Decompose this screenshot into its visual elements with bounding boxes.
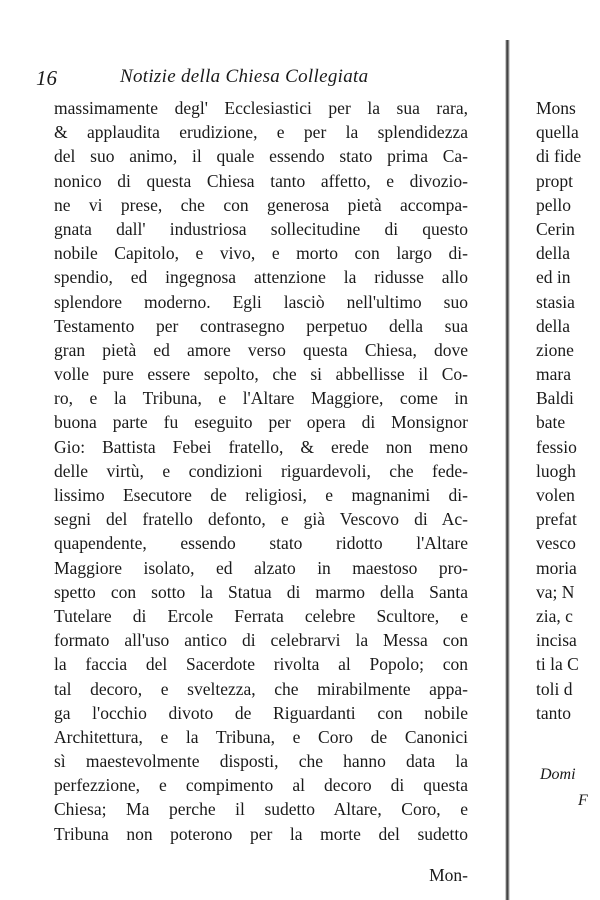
facing-page-line: zione	[536, 339, 574, 360]
facing-page-line: di fide	[536, 146, 582, 167]
text-line: gran pietà ed amore verso questa Chiesa, dove	[54, 339, 468, 360]
text-line: & applaudita erudizione, e per la splendidezza	[54, 122, 468, 143]
text-line: Tutelare di Ercole Ferrata celebre Scultore, e	[54, 605, 468, 626]
text-line: sì maestevolmente disposti, che hanno data la	[54, 751, 468, 772]
facing-page-line: volen	[536, 485, 575, 505]
facing-page-line: ti la C	[536, 654, 579, 675]
text-line: tal decoro, e sveltezza, che mirabilmente appa-	[54, 678, 468, 699]
text-line: ne vi prese, che con generosa pietà accompa-	[54, 194, 468, 215]
catchword: Mon-	[429, 865, 468, 885]
page-gutter	[505, 40, 510, 900]
text-line: spetto con sotto la Statua di marmo della Santa	[54, 581, 468, 602]
facing-page-line: toli d	[536, 678, 573, 699]
facing-page-text	[536, 96, 596, 725]
text-line: massimamente degl' Ecclesiastici per la sua rara,	[54, 98, 468, 118]
page-header	[36, 66, 496, 92]
facing-page-line: tanto	[536, 702, 571, 723]
facing-page-line: mara	[536, 364, 571, 385]
facing-page-line: propt	[536, 170, 573, 191]
facing-page-line: della	[536, 243, 571, 264]
facing-page-line: quella	[536, 122, 579, 143]
facing-page-line: della	[536, 315, 571, 336]
text-line: segni del fratello defonto, e già Vescovo di Ac-	[54, 509, 468, 530]
text-line: nobile Capitolo, e vivo, e morto con largo di-	[54, 243, 468, 264]
facing-page-line: va; N	[536, 581, 575, 602]
text-line: ga l'occhio divoto de Riguardanti con nobile	[54, 702, 468, 723]
text-line: quapendente, essendo stato ridotto l'Altare	[54, 533, 468, 554]
facing-page-signature-line: Domi	[540, 766, 576, 783]
text-line: del suo animo, il quale essendo stato prima Ca-	[54, 146, 468, 167]
facing-page-line: stasia	[536, 291, 575, 312]
text-line: Chiesa; Ma perche il sudetto Altare, Coro, e	[54, 799, 468, 820]
text-line: buona parte fu eseguito per opera di Monsignor	[54, 412, 468, 433]
facing-page-line: incisa	[536, 630, 577, 651]
text-line: Testamento per contrasegno perpetuo della sua	[54, 315, 468, 336]
page-number: 16	[36, 66, 57, 90]
text-line: la faccia del Sacerdote rivolta al Popolo; con	[54, 654, 468, 675]
text-line: Maggiore isolato, ed alzato in maestoso pro-	[54, 557, 468, 578]
text-line: splendore moderno. Egli lasciò nell'ultimo suo	[54, 291, 468, 312]
facing-page-line: prefat	[536, 509, 577, 530]
body-text	[54, 96, 468, 846]
facing-page-line: moria	[536, 557, 577, 578]
facing-page-line: pello	[536, 194, 571, 215]
text-line: Architettura, e la Tribuna, e Coro de Canonici	[54, 726, 468, 747]
facing-page-line: luogh	[536, 460, 576, 481]
text-line: Tribuna non poterono per la morte del sudetto	[54, 823, 468, 844]
facing-page-line: Baldi	[536, 388, 574, 409]
text-line: formato all'uso antico di celebrarvi la Messa con	[54, 630, 468, 651]
facing-page-signature	[540, 762, 600, 814]
facing-page-line: bate	[536, 412, 566, 433]
running-title: Notizie della Chiesa Collegiata	[120, 66, 369, 87]
facing-page-line: ed in	[536, 267, 571, 288]
text-line: lissimo Esecutore de religiosi, e magnanimi di-	[54, 485, 468, 505]
text-line: Gio: Battista Febei fratello, & erede non meno	[54, 436, 468, 457]
facing-page-line: Cerin	[536, 218, 575, 239]
text-line: nonico di questa Chiesa tanto affetto, e divozio-	[54, 170, 468, 191]
facing-page-line: vesco	[536, 533, 576, 554]
text-line: perfezzione, e compimento al decoro di questa	[54, 775, 468, 796]
text-line: delle virtù, e condizioni riguardevoli, che fede-	[54, 460, 468, 481]
text-line: ro, e la Tribuna, e l'Altare Maggiore, come in	[54, 388, 468, 409]
text-line: spendio, ed ingegnosa attenzione la ridusse allo	[54, 267, 468, 288]
facing-page-line: zia, c	[536, 605, 573, 626]
facing-page-signature-line: F	[578, 792, 588, 809]
facing-page-line: Mons	[536, 98, 576, 118]
text-line: gnata dall' industriosa sollecitudine di questo	[54, 218, 468, 239]
facing-page-line: fessio	[536, 436, 577, 457]
text-line: volle pure essere sepolto, che si abbellisse il Co-	[54, 364, 468, 385]
